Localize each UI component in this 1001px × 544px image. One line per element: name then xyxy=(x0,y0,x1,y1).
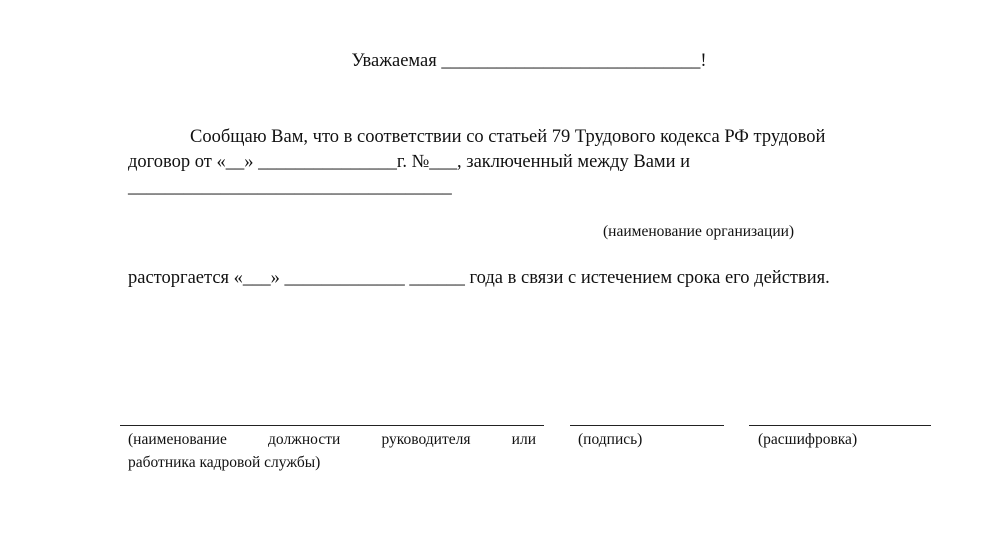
body-line-1: Сообщаю Вам, что в соответствии со статьей 79 Трудового кодекса РФ трудовой xyxy=(190,127,826,147)
position-caption-word-2: должности xyxy=(268,431,341,448)
signature-line xyxy=(570,425,724,426)
greeting-line xyxy=(333,33,707,89)
organization-caption: (наименование организации) xyxy=(603,223,795,240)
greeting-exclamation: ! xyxy=(700,50,707,71)
position-caption-word-3: руководителя xyxy=(381,431,471,448)
position-caption-line-2: работника кадровой службы) xyxy=(128,454,321,471)
body-line-4: расторгается «___» _____________ ______ года в связи с истечением срока его действия. xyxy=(128,268,830,288)
decoding-signature-line xyxy=(749,425,931,426)
greeting-name-blank: ____________________________ xyxy=(441,50,701,71)
decoding-caption: (расшифровка) xyxy=(758,431,858,448)
greeting-text: Уважаемая xyxy=(351,50,437,71)
position-caption-line-1 xyxy=(128,432,536,448)
body-line-2: договор от «__» _______________г. №___, заключенный между Вами и xyxy=(128,152,691,172)
position-signature-line xyxy=(120,425,544,426)
position-caption-word-4: или xyxy=(511,431,536,448)
signature-caption: (подпись) xyxy=(578,431,643,448)
position-caption-word-1: (наименование xyxy=(128,431,227,448)
body-line-3-blank: ___________________________________ xyxy=(128,177,452,197)
